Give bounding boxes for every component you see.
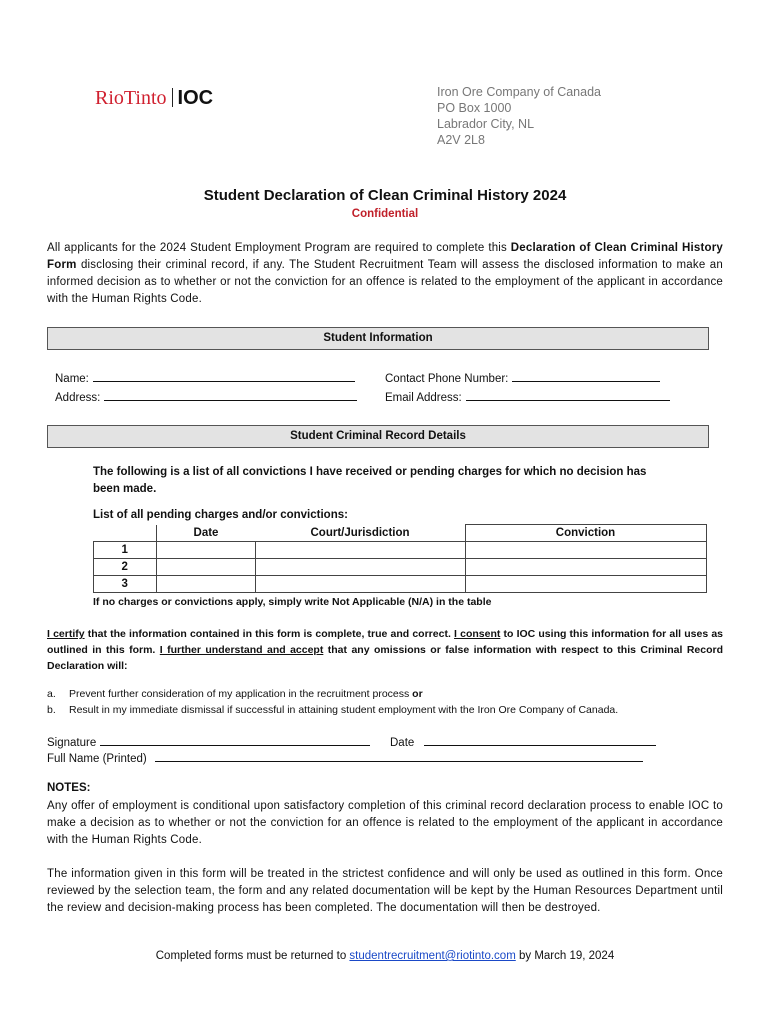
address-field[interactable]	[55, 389, 357, 404]
phone-label: Contact Phone Number:	[385, 373, 509, 385]
table-row	[94, 559, 707, 576]
pending-list-label: List of all pending charges and/or convictions:	[93, 509, 348, 521]
date-cell[interactable]	[156, 576, 256, 593]
date-cell[interactable]	[156, 559, 256, 576]
intro-text: All applicants for the 2024 Student Employment Program are required to complete this	[47, 242, 511, 254]
consequence-or: or	[412, 688, 423, 700]
address-label: Address:	[55, 392, 101, 404]
criminal-record-heading: Student Criminal Record Details	[47, 425, 709, 448]
name-line[interactable]	[93, 370, 355, 382]
certify-text: to IOC using this information for all uses as outlined in this form.	[47, 628, 723, 656]
full-name-label: Full Name (Printed)	[47, 753, 147, 765]
student-info-heading: Student Information	[47, 327, 709, 350]
address-line: Labrador City, NL	[437, 117, 535, 131]
intro-text: disclosing their criminal record, if any. The Student Recruitment Team will assess the disclosed information to make an informed decision as to whether or not the conviction for an offence is related to the employment of the applicant in accordance with the Human Rights Code.	[47, 259, 723, 305]
consequence-text: Prevent further consideration of my application in the recruitment process	[69, 688, 413, 700]
signature-field[interactable]	[47, 734, 370, 749]
date-line[interactable]	[424, 734, 656, 746]
email-label: Email Address:	[385, 392, 462, 404]
recruitment-email-link[interactable]: studentrecruitment@riotinto.com	[349, 950, 516, 962]
convictions-table	[93, 524, 707, 593]
email-line[interactable]	[466, 389, 670, 401]
notes-heading: NOTES:	[47, 782, 91, 794]
row-number: 3	[94, 576, 157, 593]
signature-line[interactable]	[100, 734, 370, 746]
notes-paragraph-1: Any offer of employment is conditional upon satisfactory completion of this criminal record declaration process to enable IOC to make a decision as to whether or not the conviction for an offence is related to the employment of the applicant in accordance with the Human Rights Code.	[47, 800, 723, 846]
address-line: Iron Ore Company of Canada	[437, 85, 601, 99]
certify-text: that any omissions or false information with respect to this Criminal Record Declaration will:	[47, 644, 723, 672]
confidential-label: Confidential	[351, 208, 419, 220]
court-cell[interactable]	[256, 559, 466, 576]
conviction-cell[interactable]	[465, 576, 706, 593]
full-name-line[interactable]	[155, 750, 643, 762]
address-line-field[interactable]	[104, 389, 357, 401]
consequence-item	[47, 688, 423, 700]
logo-divider	[172, 88, 173, 107]
accept-underlined: I further understand and accept	[159, 644, 324, 656]
intro-bold: Declaration of Clean Criminal History Form	[47, 242, 723, 271]
convictions-statement: The following is a list of all convictions I have received or pending charges for which no decision has been made.	[93, 466, 647, 495]
court-cell[interactable]	[256, 576, 466, 593]
logo-riotinto: RioTinto	[95, 87, 167, 109]
phone-line[interactable]	[512, 370, 660, 382]
table-header-blank	[94, 525, 157, 542]
date-field[interactable]	[390, 734, 656, 749]
consequence-text: Result in my immediate dismissal if successful in attaining student employment with the Iron Ore Company of Canada.	[69, 704, 619, 716]
certify-underlined: I certify	[47, 628, 85, 640]
notes-paragraph-2: The information given in this form will be treated in the strictest confidence and will only be used as outlined in this form. Once reviewed by the selection team, the form and any related documentation will be kept by the Human Resources Department until the review and decision-making process has been completed. The documentation will then be destroyed.	[47, 868, 723, 914]
document-title: Student Declaration of Clean Criminal History 2024	[203, 187, 567, 204]
table-row	[94, 542, 707, 559]
date-label: Date	[390, 737, 415, 749]
certification-paragraph	[47, 626, 723, 674]
return-instructions	[0, 950, 770, 962]
table-row	[94, 576, 707, 593]
list-marker: a.	[47, 688, 56, 700]
court-cell[interactable]	[256, 542, 466, 559]
certify-text: that the information contained in this form is complete, true and correct.	[84, 628, 455, 640]
full-name-field[interactable]	[47, 750, 643, 765]
conviction-cell[interactable]	[465, 542, 706, 559]
name-label: Name:	[55, 373, 89, 385]
phone-field[interactable]	[385, 370, 660, 385]
list-marker: b.	[47, 704, 56, 716]
company-address	[437, 84, 601, 148]
column-conviction: Conviction	[465, 525, 706, 542]
logo-ioc: IOC	[177, 87, 214, 109]
address-line: PO Box 1000	[437, 101, 512, 115]
column-date: Date	[156, 525, 256, 542]
column-court: Court/Jurisdiction	[256, 525, 466, 542]
row-number: 2	[94, 559, 157, 576]
riotinto-ioc-logo	[95, 87, 213, 110]
row-number: 1	[94, 542, 157, 559]
email-field[interactable]	[385, 389, 670, 404]
footer-text: by March 19, 2024	[515, 950, 615, 962]
consequence-item	[47, 704, 618, 716]
address-line: A2V 2L8	[437, 133, 485, 147]
na-instruction: If no charges or convictions apply, simply write Not Applicable (N/A) in the table	[93, 596, 492, 608]
conviction-cell[interactable]	[465, 559, 706, 576]
name-field[interactable]	[55, 370, 355, 385]
signature-label: Signature	[47, 737, 97, 749]
consent-underlined: I consent	[454, 628, 501, 640]
intro-paragraph	[47, 240, 723, 308]
date-cell[interactable]	[156, 542, 256, 559]
footer-text: Completed forms must be returned to	[155, 950, 350, 962]
table-header-row	[94, 525, 707, 542]
